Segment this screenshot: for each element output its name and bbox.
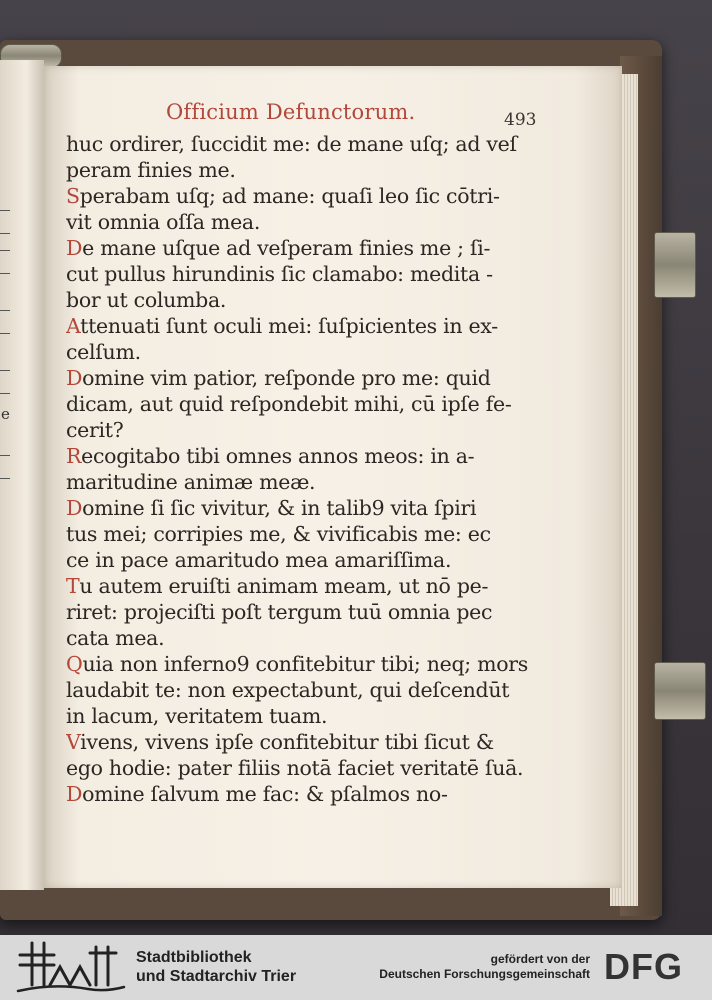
funder-line2: Deutschen Forschungsgemeinschaft bbox=[379, 967, 590, 981]
text-line bbox=[66, 391, 556, 417]
rubric-initial: S bbox=[66, 184, 80, 208]
text-line bbox=[66, 183, 556, 209]
line-text: cerit? bbox=[66, 418, 124, 442]
line-text: tus mei; corripies me, & vivificabis me: ec bbox=[66, 522, 491, 546]
line-text: peram finies me. bbox=[66, 158, 236, 182]
page-number: 493 bbox=[504, 110, 537, 130]
line-text: omine vim patior, reſponde pro me: quid bbox=[82, 366, 491, 390]
text-block bbox=[66, 131, 556, 807]
line-text: cut pullus hirundinis ſic clamabo: medita - bbox=[66, 262, 493, 286]
text-line bbox=[66, 599, 556, 625]
line-text: ivens, vivens ipſe confitebitur tibi ſicut & bbox=[80, 730, 494, 754]
text-line bbox=[66, 287, 556, 313]
line-text: cata mea. bbox=[66, 626, 165, 650]
line-text: vit omnia oſſa mea. bbox=[66, 210, 261, 234]
footer-bar bbox=[0, 935, 712, 1000]
rubric-initial: D bbox=[66, 366, 83, 390]
rubric-initial: Q bbox=[66, 652, 83, 676]
line-text: ecogitabo tibi omnes annos meos: in a- bbox=[81, 444, 475, 468]
text-line bbox=[66, 235, 556, 261]
text-line bbox=[66, 339, 556, 365]
text-line bbox=[66, 313, 556, 339]
line-text: uia non inferno9 confitebitur tibi; neq; mors bbox=[82, 652, 529, 676]
line-text: ttenuati ſunt oculi mei: ſuſpicientes in ex- bbox=[80, 314, 498, 338]
library-name-line2: und Stadtarchiv Trier bbox=[136, 968, 297, 985]
library-name-line1: Stadtbibliothek bbox=[136, 949, 252, 966]
text-line bbox=[66, 417, 556, 443]
text-line bbox=[66, 157, 556, 183]
text-line bbox=[66, 547, 556, 573]
text-line bbox=[66, 469, 556, 495]
text-line bbox=[66, 521, 556, 547]
rubric-initial: V bbox=[66, 730, 81, 754]
text-line bbox=[66, 261, 556, 287]
rubric-initial: R bbox=[66, 444, 82, 468]
text-line bbox=[66, 677, 556, 703]
book-clasp-bottom bbox=[654, 662, 706, 720]
line-text: celſum. bbox=[66, 340, 141, 364]
text-line bbox=[66, 443, 556, 469]
funder-line1: gefördert von der bbox=[490, 952, 590, 966]
line-text: huc ordirer, ſuccidit me: de mane uſq; ad veſ bbox=[66, 132, 517, 156]
line-text: dicam, aut quid reſpondebit mihi, cū ipſe fe- bbox=[66, 392, 512, 416]
line-text: in lacum, veritatem tuam. bbox=[66, 704, 328, 728]
rubric-initial: D bbox=[66, 496, 83, 520]
dfg-logo: DFG bbox=[604, 946, 683, 987]
line-text: ego hodie: pater filiis notā faciet veritatē ſuā. bbox=[66, 756, 524, 780]
running-head: Officium Defunctorum. bbox=[166, 100, 416, 124]
library-name bbox=[136, 948, 296, 986]
line-text: laudabit te: non expectabunt, qui deſcendūt bbox=[66, 678, 510, 702]
text-line bbox=[66, 365, 556, 391]
line-text: perabam uſq; ad mane: quaſi leo ſic cōtri- bbox=[79, 184, 500, 208]
text-line bbox=[66, 729, 556, 755]
text-line bbox=[66, 651, 556, 677]
line-text: omine ſalvum me fac: & pſalmos no- bbox=[82, 782, 448, 806]
line-text: bor ut columba. bbox=[66, 288, 227, 312]
text-line bbox=[66, 781, 556, 807]
text-line bbox=[66, 755, 556, 781]
text-line bbox=[66, 703, 556, 729]
left-page-edge: e bbox=[0, 60, 44, 890]
text-line bbox=[66, 131, 556, 157]
text-line bbox=[66, 495, 556, 521]
text-line bbox=[66, 209, 556, 235]
text-line bbox=[66, 625, 556, 651]
funder-credit bbox=[368, 952, 590, 982]
text-line bbox=[66, 573, 556, 599]
line-text: maritudine animæ meæ. bbox=[66, 470, 316, 494]
line-text: e mane uſque ad veſperam finies me ; ſi- bbox=[82, 236, 491, 260]
library-logo-icon bbox=[14, 939, 128, 997]
line-text: ce in pace amaritudo mea amariſſima. bbox=[66, 548, 452, 572]
rubric-initial: D bbox=[66, 782, 83, 806]
rubric-initial: A bbox=[66, 314, 81, 338]
rubric-initial: D bbox=[66, 236, 83, 260]
book-clasp-top bbox=[654, 232, 696, 298]
line-text: riret: projeciſti poſt tergum tuū omnia pec bbox=[66, 600, 493, 624]
line-text: omine ſi ſic vivitur, & in talib9 vita ſpiri bbox=[82, 496, 477, 520]
line-text: u autem eruiſti animam meam, ut nō pe- bbox=[79, 574, 489, 598]
rubric-initial: T bbox=[66, 574, 80, 598]
